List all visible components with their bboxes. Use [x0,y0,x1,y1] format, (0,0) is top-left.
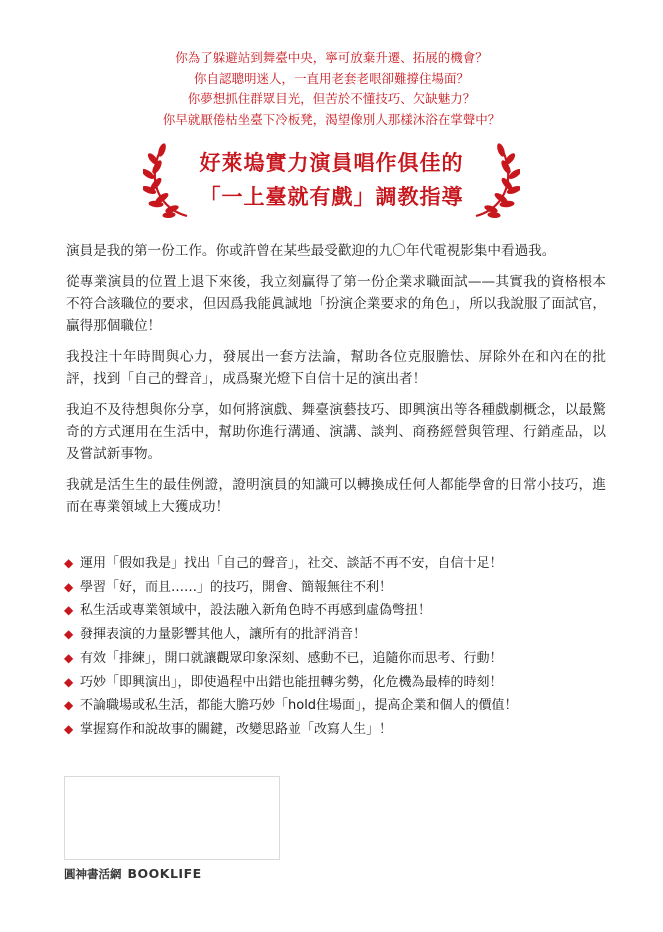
list-item [64,599,624,623]
list-item [64,718,624,742]
paragraph: 我迫不及待想與你分享，如何將演戲、舞臺演藝技巧、即興演出等各種戲劇概念，以最驚奇的方式運用在生活中，幫助你進行溝通、演講、談判、商務經營與管理、行銷產品，以及嘗試新事物。 [66,402,606,462]
diamond-bullet-icon: ◆ [64,579,74,594]
list-item-text: 掌握寫作和說故事的關鍵，改變思路並「改寫人生」！ [80,721,393,737]
body-copy [66,240,606,527]
list-item-text: 巧妙「即興演出」，即使過程中出錯也能扭轉劣勢，化危機為最棒的時刻！ [80,674,503,690]
diamond-bullet-icon: ◆ [64,603,74,618]
list-item-text: 學習「好，而且……」的技巧，開會、簡報無往不利！ [80,579,393,595]
question-line: 你早就厭倦枯坐臺下冷板凳，渴望像別人那樣沐浴在掌聲中？ [162,111,501,127]
list-item [64,647,624,671]
headline-line-1: 好萊塢實力演員唱作俱佳的 [199,151,464,175]
list-item-text: 有效「排練」，開口就讓觀眾印象深刻、感動不已，追隨你而思考、行動！ [80,650,503,666]
diamond-bullet-icon: ◆ [64,556,74,570]
title-block [0,140,663,222]
question-line: 你自認聰明迷人，一直用老套老哏卻難撐住場面？ [193,70,469,86]
paragraph: 從專業演員的位置上退下來後，我立刻贏得了第一份企業求職面試——其實我的資格根本不符合該職位的要求，但因爲我能眞誠地「扮演企業要求的角色」，所以我說服了面試官，贏得那個職位！ [66,274,606,334]
publisher-footer [64,866,202,882]
list-item-text: 私生活或專業領域中，設法融入新角色時不再感到虛偽彆扭！ [80,603,432,619]
diamond-bullet-icon: ◆ [64,674,74,689]
barcode-placeholder [64,776,280,860]
list-item [64,694,624,718]
paragraph: 我投注十年時間與心力，發展出一套方法論，幫助各位克服膽怯、屏除外在和內在的批評，找到「自己的聲音」，成爲聚光燈下自信十足的演出者！ [66,349,606,387]
diamond-bullet-icon: ◆ [64,627,74,642]
paragraph: 演員是我的第一份工作。你或許曾在某些最受歡迎的九〇年代電視影集中看過我。 [66,243,556,259]
headline [0,146,663,214]
diamond-bullet-icon: ◆ [64,650,74,665]
question-line: 你夢想抓住群眾目光，但苦於不懂技巧、欠缺魅力？ [187,91,476,106]
list-item-text: 發揮表演的力量影響其他人，讓所有的批評消音！ [80,627,367,643]
question-line: 你為了躲避站到舞臺中央，寧可放棄升遷、拓展的機會？ [175,50,488,65]
headline-line-2: 「一上臺就有戲」調教指導 [199,185,464,209]
list-item-text: 運用「假如我是」找出「自己的聲音」，社交、談話不再不安，自信十足！ [80,556,503,571]
list-item [64,671,624,695]
benefit-list [64,552,624,742]
list-item [64,552,624,576]
diamond-bullet-icon: ◆ [64,721,74,736]
publisher-brand: BOOKLIFE [127,866,202,881]
question-list [0,48,663,130]
list-item [64,576,624,600]
paragraph: 我就是活生生的最佳例證，證明演員的知識可以轉換成任何人都能學會的日常小技巧，進而在專業領域上大獲成功！ [66,477,606,515]
publisher-name: 圓神書活網 [64,867,122,881]
list-item-text: 不論職場或私生活，都能大膽巧妙「hold住場面」，提高企業和個人的價值！ [80,698,518,714]
diamond-bullet-icon: ◆ [64,698,74,713]
list-item [64,623,624,647]
